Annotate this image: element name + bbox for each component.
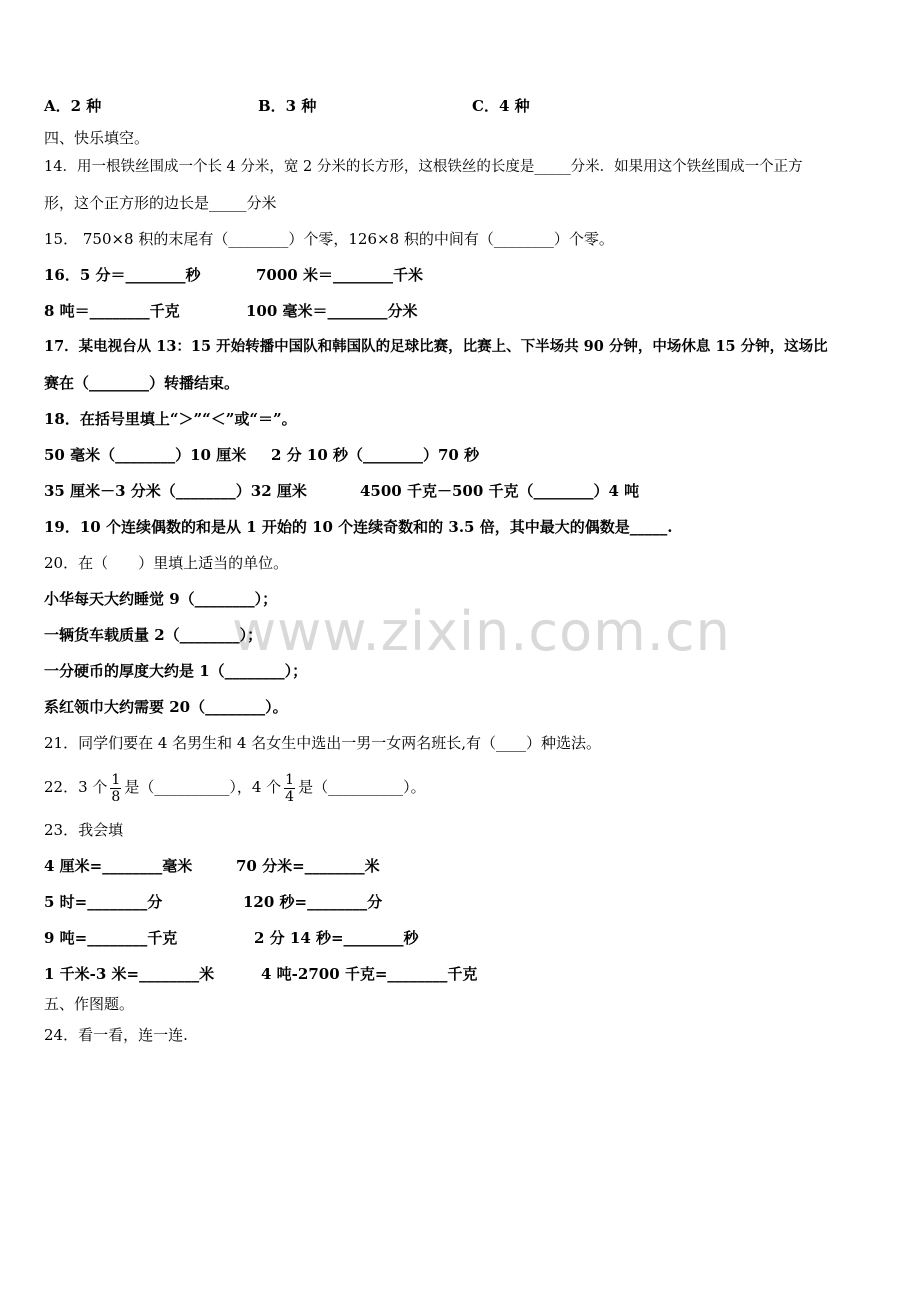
question-16-d: 100 毫米＝________分米 <box>246 302 418 320</box>
question-22-prefix: 22．3 个 <box>44 778 108 796</box>
question-14-line-1: 14．用一根铁丝围成一个长 4 分米，宽 2 分米的长方形，这根铁丝的长度是_____分米．如果用这个铁丝围成一个正方 <box>44 159 803 175</box>
question-23-f: 2 分 14 秒=________秒 <box>254 929 419 947</box>
question-23-d: 120 秒=________分 <box>243 893 383 911</box>
question-18-title: 18．在括号里填上“＞”“＜”或“＝”。 <box>44 410 297 428</box>
section-4-title: 四、快乐填空。 <box>44 129 150 147</box>
question-23-g: 1 千米-3 米=________米 <box>44 965 215 983</box>
question-20-c: 一分硬币的厚度大约是 1（________）； <box>44 662 308 680</box>
question-20-d: 系红领巾大约需要 20（________）。 <box>44 698 288 716</box>
question-23-e: 9 吨=________千克 <box>44 929 178 947</box>
question-16-a: 16．5 分＝________秒 <box>44 266 201 284</box>
question-22 <box>44 767 426 807</box>
fraction-one-quarter <box>284 772 295 805</box>
section-5-title: 五、作图题。 <box>44 995 135 1013</box>
question-23-c: 5 时=________分 <box>44 893 163 911</box>
question-15: 15． 750×8 积的末尾有（________）个零，126×8 积的中间有（________）个零。 <box>44 230 614 248</box>
question-24: 24．看一看，连一连. <box>44 1026 188 1044</box>
question-16-c: 8 吨＝________千克 <box>44 302 180 320</box>
question-18-a: 50 毫米（________）10 厘米 <box>44 446 247 464</box>
question-20-b: 一辆货车载质量 2（________）； <box>44 626 263 644</box>
question-17-line-2: 赛在（________）转播结束。 <box>44 374 240 392</box>
question-22-mid: 是（__________），4 个 <box>124 778 282 796</box>
question-23-h: 4 吨-2700 千克=________千克 <box>261 965 478 983</box>
question-20-title: 20．在（ ）里填上适当的单位。 <box>44 554 289 572</box>
fraction-2-numerator: 1 <box>285 771 295 788</box>
fraction-2-denominator: 4 <box>285 788 295 805</box>
question-17-line-1: 17．某电视台从 13：15 开始转播中国队和韩国队的足球比赛，比赛上、下半场共 90 分钟，中场休息 15 分钟，这场比 <box>44 338 828 355</box>
question-20-a: 小华每天大约睡觉 9（________）； <box>44 590 278 608</box>
question-19: 19．10 个连续偶数的和是从 1 开始的 10 个连续奇数和的 3.5 倍，其中最大的偶数是_____. <box>44 518 673 536</box>
question-23-title: 23．我会填 <box>44 821 124 839</box>
option-c: C．4 种 <box>472 97 530 115</box>
question-16-b: 7000 米＝________千米 <box>256 266 423 284</box>
option-b: B．3 种 <box>258 97 317 115</box>
question-18-d: 4500 千克－500 千克（________）4 吨 <box>360 482 640 500</box>
fraction-1-numerator: 1 <box>111 771 121 788</box>
question-22-suffix: 是（__________）。 <box>298 778 426 796</box>
fraction-1-denominator: 8 <box>111 788 121 805</box>
question-14-line-2: 形，这个正方形的边长是_____分米 <box>44 194 277 212</box>
fraction-one-eighth <box>110 772 121 805</box>
question-21: 21．同学们要在 4 名男生和 4 名女生中选出一男一女两名班长,有（____）种选法。 <box>44 734 602 752</box>
watermark: www.zixin.com.cn <box>232 600 731 663</box>
question-18-c: 35 厘米－3 分米（________）32 厘米 <box>44 482 307 500</box>
question-18-b: 2 分 10 秒（________）70 秒 <box>271 446 480 464</box>
question-23-a: 4 厘米=________毫米 <box>44 857 193 875</box>
question-23-b: 70 分米=________米 <box>236 857 380 875</box>
option-a: A．2 种 <box>44 97 102 115</box>
